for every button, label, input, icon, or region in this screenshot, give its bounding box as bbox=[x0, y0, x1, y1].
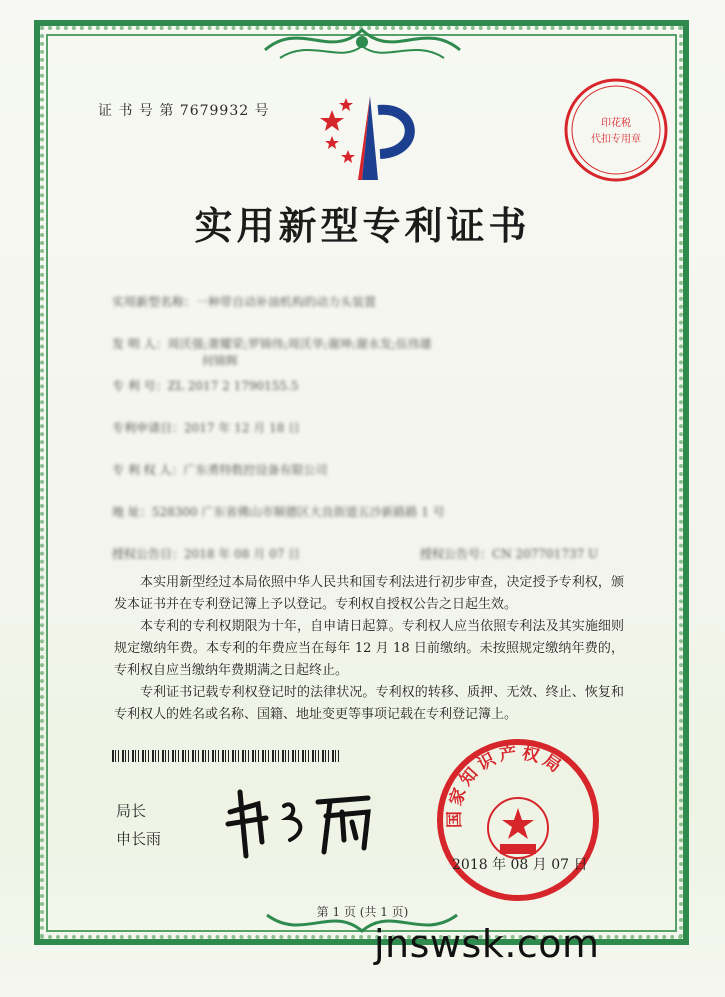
field-label: 授权公告号： bbox=[420, 547, 493, 561]
field-label: 地 址： bbox=[112, 505, 152, 519]
field-label: 实用新型名称： bbox=[112, 295, 197, 309]
seal-text: 国家知识产权局 bbox=[444, 743, 568, 829]
field-value: 广东勇特数控设备有限公司 bbox=[183, 463, 328, 477]
svg-text:国家知识产权局 bbox=[445, 742, 568, 828]
certificate-number: 证 书 号 第 7679932 号 bbox=[98, 103, 270, 119]
tax-seal bbox=[560, 74, 672, 186]
field-grant-number bbox=[420, 545, 598, 562]
field-value: ZL 2017 2 1790155.5 bbox=[167, 379, 299, 393]
field-value: 528300 广东省佛山市顺德区大良街道五沙新路路 1 号 bbox=[151, 505, 445, 519]
field-utility-name bbox=[112, 293, 376, 310]
field-value: CN 207701737 U bbox=[492, 547, 599, 561]
svg-text:印花税: 印花税 bbox=[601, 118, 631, 129]
page-number: 第 1 页 (共 1 页) bbox=[316, 905, 409, 919]
top-ornament bbox=[260, 20, 465, 65]
director-name: 申长雨 bbox=[116, 830, 162, 848]
field-application-date bbox=[112, 419, 300, 436]
field-inventors-cont bbox=[202, 352, 238, 369]
director-signature bbox=[218, 782, 388, 862]
certificate-title: 实用新型专利证书 bbox=[194, 204, 531, 248]
field-label: 授权公告日： bbox=[112, 547, 185, 561]
paragraph-legal-status: 专利证书记载专利权登记时的法律状况。专利权的转移、质押、无效、终止、恢复和专利权人的姓名或名称、国籍、地址变更等事项记载在专利登记簿上。 bbox=[114, 685, 624, 722]
field-inventors bbox=[112, 335, 432, 352]
field-value: 何锦辉 bbox=[202, 354, 239, 368]
official-seal bbox=[434, 736, 602, 904]
field-address bbox=[112, 503, 445, 520]
field-label: 发 明 人： bbox=[112, 337, 168, 351]
field-label: 专利申请日： bbox=[112, 421, 185, 435]
field-value: 一种带自动补油机构的动力头装置 bbox=[196, 295, 377, 309]
field-value: 2017 年 12 月 18 日 bbox=[184, 421, 301, 435]
field-value: 周沃强;萧耀荣;罗锦伟;周沃华;谢坤;谢永发;伍伟雄 bbox=[167, 337, 432, 351]
field-label: 专 利 权 人： bbox=[112, 463, 184, 477]
cnipa-logo bbox=[318, 92, 430, 182]
svg-text:代扣专用章: 代扣专用章 bbox=[591, 134, 641, 145]
director-title: 局长 bbox=[116, 802, 147, 820]
field-patent-number bbox=[112, 377, 298, 394]
site-watermark: jnswsk.com bbox=[374, 922, 600, 966]
field-patentee bbox=[112, 461, 327, 478]
paragraph-term: 本专利的专利权期限为十年，自申请日起算。专利权人应当依照专利法及其实施细则规定缴纳年费。本专利的年费应当在每年 12 月 18 日前缴纳。未按照规定缴纳年费的，专利权自应当缴纳年费期满之日起终止。 bbox=[114, 619, 624, 678]
seal-date: 2018 年 08 月 07 日 bbox=[452, 857, 588, 873]
field-value: 2018 年 08 月 07 日 bbox=[184, 547, 301, 561]
paragraph-examination: 本实用新型经过本局依照中华人民共和国专利法进行初步审查，决定授予专利权，颁发本证书并在专利登记簿上予以登记。专利权自授权公告之日起生效。 bbox=[114, 575, 624, 612]
field-grant-date bbox=[112, 545, 300, 562]
barcode bbox=[112, 750, 342, 762]
field-label: 专 利 号： bbox=[112, 379, 168, 393]
